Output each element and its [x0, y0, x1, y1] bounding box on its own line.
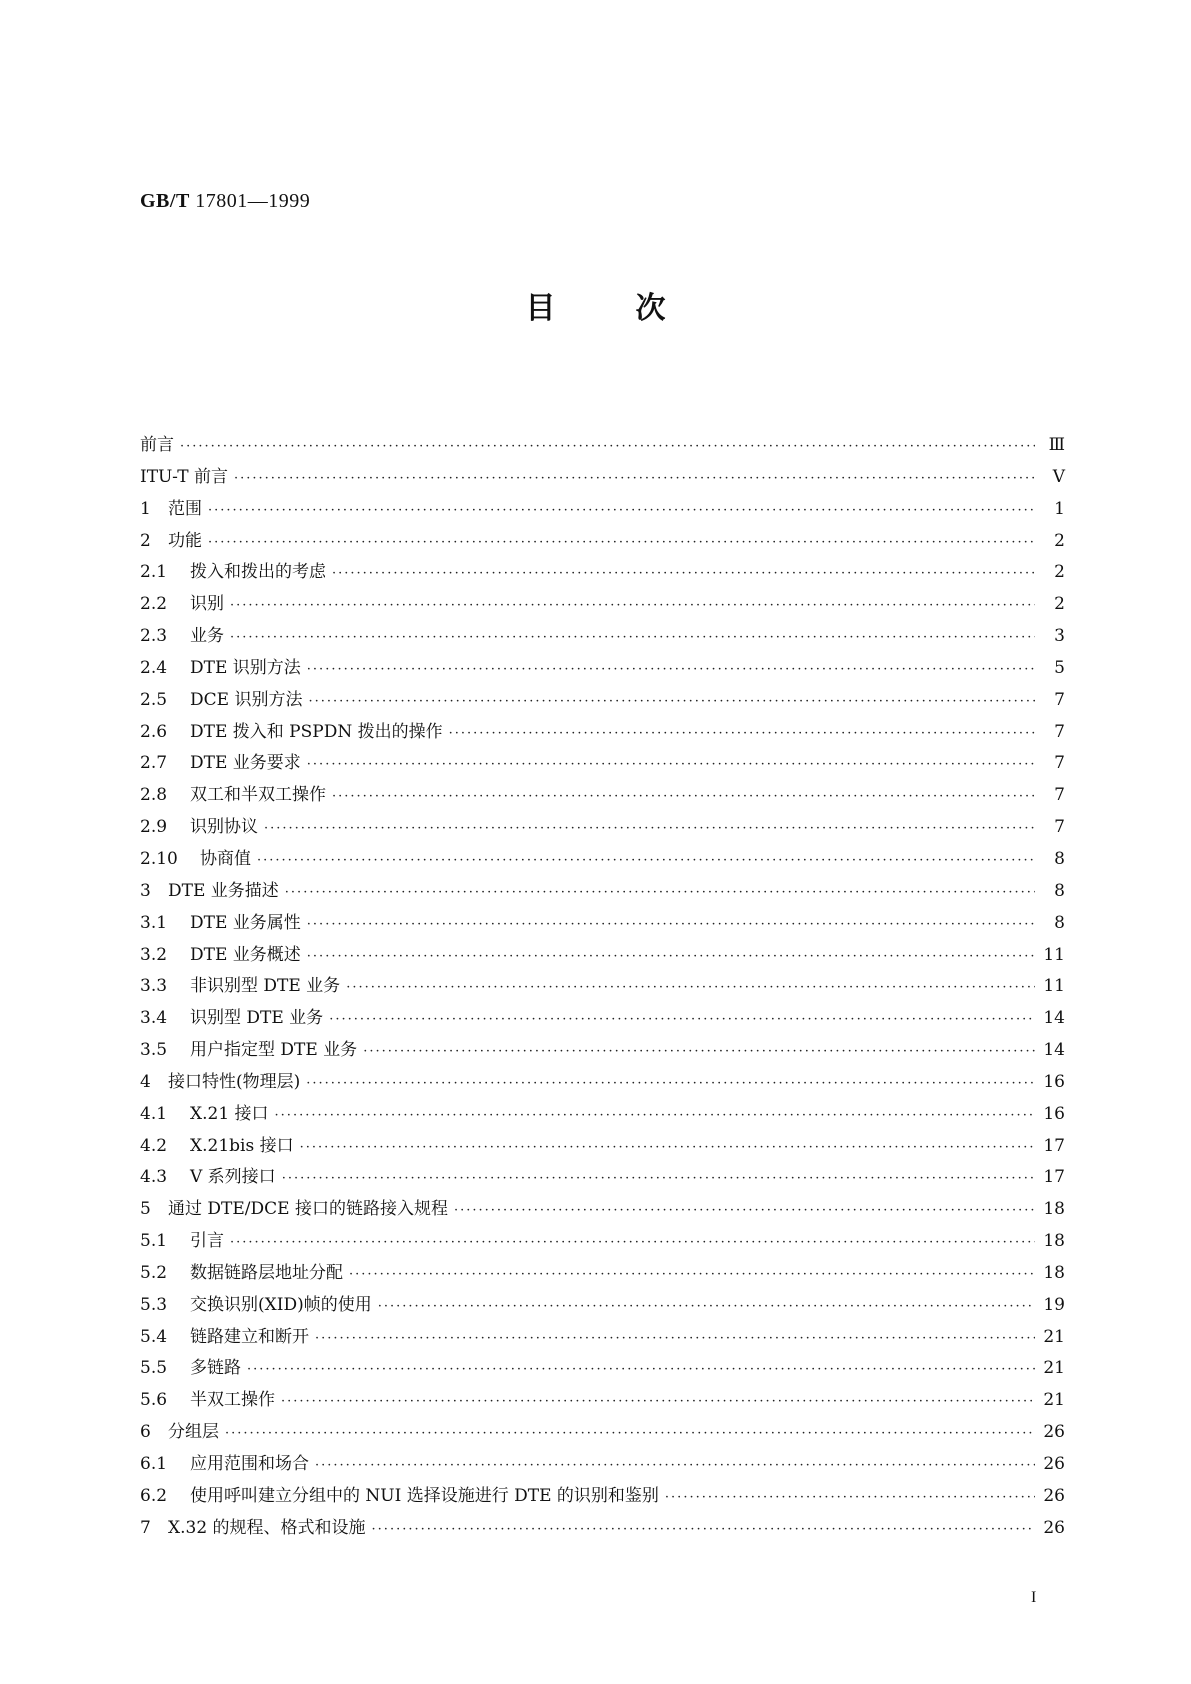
toc-entry-label: 识别型 DTE 业务	[190, 1008, 324, 1029]
toc-entry-label: DTE 业务描述	[168, 880, 279, 901]
toc-entry[interactable]	[140, 1067, 1065, 1099]
toc-entry[interactable]	[140, 1449, 1065, 1481]
toc-entry[interactable]	[140, 1417, 1065, 1449]
document-header	[140, 190, 310, 213]
toc-entry-number: 4	[140, 1071, 151, 1092]
toc-entry-label: DTE 业务属性	[190, 912, 301, 933]
toc-entry-page: 11	[1043, 976, 1065, 997]
toc-entry-number: 1	[140, 498, 151, 519]
toc-entry-page: 5	[1054, 657, 1065, 678]
toc-entry[interactable]	[140, 1481, 1065, 1513]
toc-entry-number: 2.10	[140, 848, 178, 869]
toc-entry-page: 14	[1043, 1040, 1065, 1061]
toc-entry-label: X.21bis 接口	[190, 1135, 294, 1156]
toc-entry-number: 5.4	[140, 1326, 168, 1347]
toc-entry-page: 2	[1054, 562, 1065, 583]
toc-entry-label: 多链路	[190, 1358, 241, 1379]
toc-entry-page: 19	[1043, 1294, 1065, 1315]
toc-entry-page: 11	[1043, 944, 1065, 965]
toc-leader-dots	[308, 686, 1035, 718]
toc-entry-number: 5.3	[140, 1294, 168, 1315]
toc-leader-dots	[285, 877, 1035, 909]
toc-entry-label: DTE 业务要求	[190, 753, 301, 774]
toc-leader-dots	[363, 1036, 1035, 1068]
toc-entry[interactable]	[140, 748, 1065, 780]
toc-leader-dots	[307, 654, 1035, 686]
toc-entry-label: 应用范围和场合	[190, 1454, 309, 1474]
toc-entry-label: 通过 DTE/DCE 接口的链路接入规程	[168, 1199, 448, 1220]
toc-entry-page: 8	[1054, 880, 1065, 901]
toc-leader-dots	[264, 813, 1035, 845]
toc-entry-label: DCE 识别方法	[190, 689, 303, 710]
toc-leader-dots	[300, 1132, 1035, 1164]
toc-entry-label: ITU-T 前言	[140, 466, 228, 487]
toc-entry[interactable]	[140, 1003, 1065, 1035]
toc-entry-label: 双工和半双工操作	[190, 785, 326, 806]
toc-entry-label: 业务	[190, 626, 224, 647]
standard-prefix: GB/T	[140, 190, 190, 212]
toc-entry-page: 1	[1054, 498, 1065, 519]
toc-entry-page: 17	[1043, 1135, 1065, 1156]
toc-entry[interactable]	[140, 1162, 1065, 1194]
toc-entry[interactable]	[140, 462, 1065, 494]
toc-leader-dots	[378, 1291, 1035, 1323]
toc-entry-label: 用户指定型 DTE 业务	[190, 1040, 358, 1061]
toc-entry-number: 3.4	[140, 1008, 168, 1029]
toc-entry-page: 8	[1054, 848, 1065, 869]
toc-entry-page: 3	[1054, 626, 1065, 647]
toc-leader-dots	[372, 1514, 1035, 1546]
toc-leader-dots	[281, 1386, 1035, 1418]
toc-entry-label: 非识别型 DTE 业务	[190, 976, 341, 997]
toc-entry-number: 3.2	[140, 944, 168, 965]
toc-entry-page: 2	[1054, 530, 1065, 551]
toc-entry[interactable]	[140, 1035, 1065, 1067]
toc-entry-number: 4.3	[140, 1167, 168, 1188]
toc-entry-label: 数据链路层地址分配	[190, 1262, 343, 1283]
toc-entry-page: 18	[1043, 1262, 1065, 1283]
toc-leader-dots	[282, 1163, 1035, 1195]
toc-entry-label: 链路建立和断开	[190, 1326, 309, 1347]
standard-number: 17801—1999	[195, 190, 311, 212]
toc-entry-page: 16	[1043, 1071, 1065, 1092]
toc-entry[interactable]	[140, 1258, 1065, 1290]
toc-entry[interactable]	[140, 908, 1065, 940]
toc-entry-page: 18	[1043, 1199, 1065, 1220]
toc-leader-dots	[180, 431, 1035, 463]
toc-entry[interactable]	[140, 1353, 1065, 1385]
toc-entry[interactable]	[140, 685, 1065, 717]
toc-entry[interactable]	[140, 717, 1065, 749]
toc-entry-page: 7	[1054, 753, 1065, 774]
toc-entry-label: 识别协议	[190, 817, 258, 838]
toc-entry-number: 2.7	[140, 753, 168, 774]
toc-entry[interactable]	[140, 494, 1065, 526]
toc-entry-page: 21	[1043, 1326, 1065, 1347]
toc-entry-label: 拨入和拨出的考虑	[190, 562, 326, 583]
toc-leader-dots	[257, 845, 1035, 877]
toc-leader-dots	[230, 590, 1035, 622]
toc-entry-number: 4.2	[140, 1135, 168, 1156]
toc-entry[interactable]	[140, 589, 1065, 621]
toc-entry-page: 26	[1043, 1454, 1065, 1474]
toc-entry-label: 使用呼叫建立分组中的 NUI 选择设施进行 DTE 的识别和鉴别	[190, 1485, 659, 1506]
toc-entry[interactable]	[140, 812, 1065, 844]
toc-leader-dots	[665, 1482, 1035, 1514]
toc-entry-page: 18	[1043, 1231, 1065, 1252]
toc-entry-page: 7	[1054, 721, 1065, 742]
toc-entry-number: 6.1	[140, 1454, 168, 1474]
toc-entry-page: Ⅴ	[1052, 466, 1065, 487]
toc-leader-dots	[225, 1418, 1035, 1450]
toc-leader-dots	[332, 781, 1035, 813]
toc-entry-page: 26	[1043, 1517, 1065, 1538]
toc-entry-page: 26	[1043, 1422, 1065, 1443]
toc-entry[interactable]	[140, 1194, 1065, 1226]
toc-entry-number: 2	[140, 530, 151, 551]
toc-entry-label: 半双工操作	[190, 1390, 275, 1411]
toc-entry[interactable]	[140, 1131, 1065, 1163]
toc-entry-label: 前言	[140, 435, 174, 455]
toc-entry-label: 交换识别(XID)帧的使用	[190, 1294, 372, 1315]
toc-entry-page: Ⅲ	[1048, 435, 1065, 455]
toc-entry-number: 2.6	[140, 721, 168, 742]
toc-entry-label: X.32 的规程、格式和设施	[168, 1517, 366, 1538]
toc-entry-number: 2.9	[140, 817, 168, 838]
toc-leader-dots	[454, 1195, 1035, 1227]
toc-entry-number: 5.5	[140, 1358, 168, 1379]
toc-entry-number: 2.8	[140, 785, 168, 806]
toc-leader-dots	[208, 527, 1035, 559]
toc-entry-number: 3.3	[140, 976, 168, 997]
toc-entry-page: 26	[1043, 1485, 1065, 1506]
toc-leader-dots	[208, 495, 1035, 527]
toc-entry-label: DTE 识别方法	[190, 657, 301, 678]
toc-entry[interactable]	[140, 1290, 1065, 1322]
toc-entry[interactable]	[140, 780, 1065, 812]
toc-entry-number: 3.1	[140, 912, 168, 933]
toc-entry-number: 2.5	[140, 689, 168, 710]
toc-entry-label: 协商值	[200, 848, 251, 869]
toc-entry[interactable]	[140, 526, 1065, 558]
toc-entry[interactable]	[140, 1513, 1065, 1545]
toc-entry-label: 接口特性(物理层)	[168, 1071, 301, 1092]
toc-entry-label: DTE 拨入和 PSPDN 拨出的操作	[190, 721, 443, 742]
toc-entry[interactable]	[140, 971, 1065, 1003]
toc-leader-dots	[329, 1004, 1035, 1036]
toc-entry-number: 2.2	[140, 594, 168, 615]
toc-entry-number: 5	[140, 1199, 151, 1220]
toc-entry-page: 21	[1043, 1390, 1065, 1411]
toc-entry-label: 引言	[190, 1231, 224, 1252]
toc-entry[interactable]	[140, 1099, 1065, 1131]
toc-entry[interactable]	[140, 621, 1065, 653]
toc-entry-number: 5.1	[140, 1231, 168, 1252]
toc-entry-label: 识别	[190, 594, 224, 615]
toc-entry-number: 5.2	[140, 1262, 168, 1283]
toc-entry-page: 14	[1043, 1008, 1065, 1029]
toc-entry[interactable]	[140, 1385, 1065, 1417]
toc-leader-dots	[306, 1068, 1035, 1100]
toc-leader-dots	[230, 1227, 1035, 1259]
toc-leader-dots	[307, 749, 1035, 781]
toc-entry-label: X.21 接口	[190, 1103, 269, 1124]
toc-entry-number: 7	[140, 1517, 151, 1538]
toc-entry[interactable]	[140, 940, 1065, 972]
toc-entry[interactable]	[140, 557, 1065, 589]
toc-entry[interactable]	[140, 876, 1065, 908]
toc-entry-page: 8	[1054, 912, 1065, 933]
toc-leader-dots	[234, 463, 1035, 495]
page-title: 目次	[525, 291, 746, 326]
toc-entry-number: 5.6	[140, 1390, 168, 1411]
toc-entry-label: V 系列接口	[190, 1167, 276, 1188]
toc-entry[interactable]	[140, 844, 1065, 876]
toc-leader-dots	[275, 1100, 1035, 1132]
toc-leader-dots	[315, 1323, 1035, 1355]
toc-entry[interactable]	[140, 1322, 1065, 1354]
toc-entry-page: 7	[1054, 785, 1065, 806]
toc-entry-number: 2.1	[140, 562, 168, 583]
toc-entry-number: 6	[140, 1422, 151, 1443]
toc-entry[interactable]	[140, 653, 1065, 685]
toc-entry-number: 3	[140, 880, 151, 901]
toc-entry-page: 17	[1043, 1167, 1065, 1188]
toc-leader-dots	[230, 622, 1035, 654]
toc-entry[interactable]	[140, 430, 1065, 462]
toc-leader-dots	[449, 718, 1035, 750]
toc-entry[interactable]	[140, 1226, 1065, 1258]
toc-leader-dots	[346, 972, 1035, 1004]
toc-leader-dots	[307, 941, 1035, 973]
toc-leader-dots	[247, 1354, 1035, 1386]
toc-entry-number: 3.5	[140, 1040, 168, 1061]
toc-entry-number: 6.2	[140, 1485, 168, 1506]
toc-entry-number: 2.4	[140, 657, 168, 678]
toc-leader-dots	[349, 1259, 1035, 1291]
toc-entry-page: 7	[1054, 817, 1065, 838]
toc-entry-page: 2	[1054, 594, 1065, 615]
page-number: I	[1031, 1589, 1037, 1606]
toc-entry-page: 21	[1043, 1358, 1065, 1379]
toc-entry-page: 7	[1054, 689, 1065, 710]
toc-entry-number: 4.1	[140, 1103, 168, 1124]
toc-leader-dots	[332, 558, 1035, 590]
toc-entry-number: 2.3	[140, 626, 168, 647]
toc-entry-label: 分组层	[168, 1422, 219, 1443]
toc-leader-dots	[307, 909, 1035, 941]
table-of-contents	[140, 430, 1065, 1545]
toc-entry-label: 范围	[168, 498, 202, 519]
toc-entry-label: DTE 业务概述	[190, 944, 301, 965]
toc-entry-label: 功能	[168, 530, 202, 551]
toc-leader-dots	[315, 1450, 1035, 1482]
toc-entry-page: 16	[1043, 1103, 1065, 1124]
